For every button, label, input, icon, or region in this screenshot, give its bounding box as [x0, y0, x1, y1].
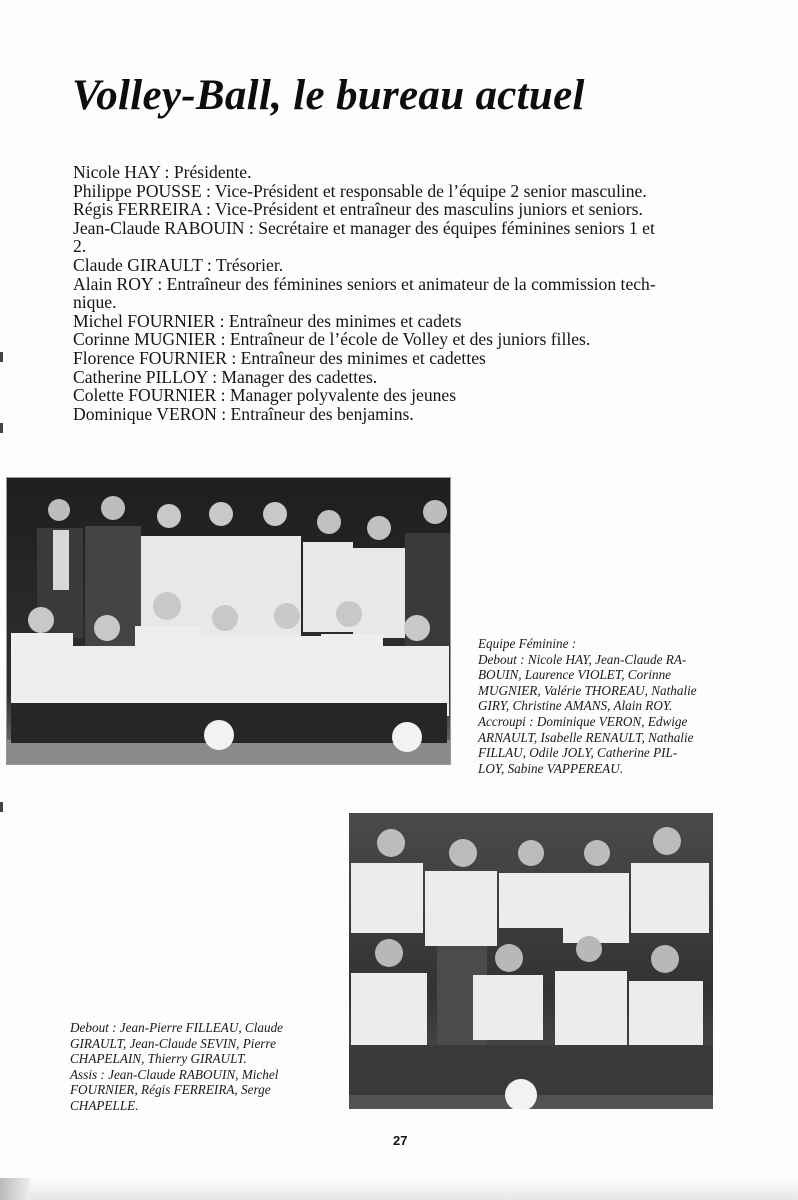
- womens-team-photo-graphic: [7, 478, 450, 764]
- bureau-line: Michel FOURNIER : Entraîneur des minimes et cadets: [73, 310, 462, 331]
- caption-line: Debout : Nicole HAY, Jean-Claude RA-: [478, 651, 687, 667]
- volleyball-icon: [392, 722, 422, 752]
- caption-line: Debout : Jean-Pierre FILLEAU, Claude: [70, 1020, 284, 1035]
- bureau-line: Alain ROY : Entraîneur des féminines seniors et animateur de la commission tech-: [73, 273, 656, 294]
- scan-edge-mark: [0, 802, 3, 812]
- caption-line: Assis : Jean-Claude RABOUIN, Michel: [70, 1066, 279, 1082]
- bureau-line: nique.: [73, 292, 117, 313]
- caption-line: CHAPELLE.: [70, 1097, 139, 1113]
- caption-line: CHAPELAIN, Thierry GIRAULT.: [70, 1051, 247, 1067]
- caption-line: LOY, Sabine VAPPEREAU.: [478, 760, 624, 776]
- page-title: Volley-Ball, le bureau actuel: [72, 72, 585, 119]
- caption-line: FOURNIER, Régis FERREIRA, Serge: [70, 1082, 271, 1098]
- bureau-line: Corinne MUGNIER : Entraîneur de l’école de Volley et des juniors filles.: [73, 329, 591, 350]
- bureau-line: Nicole HAY : Présidente.: [73, 162, 252, 182]
- caption-line: MUGNIER, Valérie THOREAU, Nathalie: [478, 682, 697, 698]
- page-number: 27: [393, 1133, 408, 1148]
- scan-bottom-shadow: [0, 1178, 798, 1200]
- bureau-line: Régis FERREIRA : Vice-Président et entraîneur des masculins juniors et seniors.: [73, 199, 643, 220]
- bureau-line: Philippe POUSSE : Vice-Président et responsable de l’équipe 2 senior masculine.: [73, 180, 647, 201]
- scan-corner-shadow: [0, 1178, 30, 1200]
- caption-line: GIRAULT, Jean-Claude SEVIN, Pierre: [70, 1035, 276, 1051]
- bureau-line: Colette FOURNIER : Manager polyvalente des jeunes: [73, 385, 457, 406]
- caption-line: FILLAU, Odile JOLY, Catherine PIL-: [478, 745, 678, 761]
- scan-edge-mark: [0, 423, 3, 433]
- bureau-line: Jean-Claude RABOUIN : Secrétaire et manager des équipes féminines seniors 1 et: [73, 217, 655, 238]
- bureau-line: Dominique VERON : Entraîneur des benjamins.: [73, 403, 414, 424]
- bureau-list: [73, 163, 753, 423]
- womens-team-photo: [6, 477, 451, 765]
- mens-team-caption: [70, 1020, 340, 1114]
- scan-edge-mark: [0, 352, 3, 362]
- caption-line: Accroupi : Dominique VERON, Edwige: [478, 713, 688, 729]
- volleyball-icon: [204, 720, 234, 750]
- bureau-line: Claude GIRAULT : Trésorier.: [73, 254, 284, 275]
- caption-line: BOUIN, Laurence VIOLET, Corinne: [478, 667, 672, 683]
- womens-team-caption: [478, 636, 778, 776]
- mens-team-photo: [349, 813, 713, 1109]
- bureau-line: Florence FOURNIER : Entraîneur des minimes et cadettes: [73, 347, 486, 368]
- caption-line: ARNAULT, Isabelle RENAULT, Nathalie: [478, 729, 694, 745]
- caption-line: Equipe Féminine :: [478, 636, 577, 651]
- bureau-line: 2.: [73, 236, 87, 257]
- caption-line: GIRY, Christine AMANS, Alain ROY.: [478, 698, 673, 714]
- bureau-line: Catherine PILLOY : Manager des cadettes.: [73, 366, 378, 387]
- mens-team-photo-graphic: [349, 813, 713, 1109]
